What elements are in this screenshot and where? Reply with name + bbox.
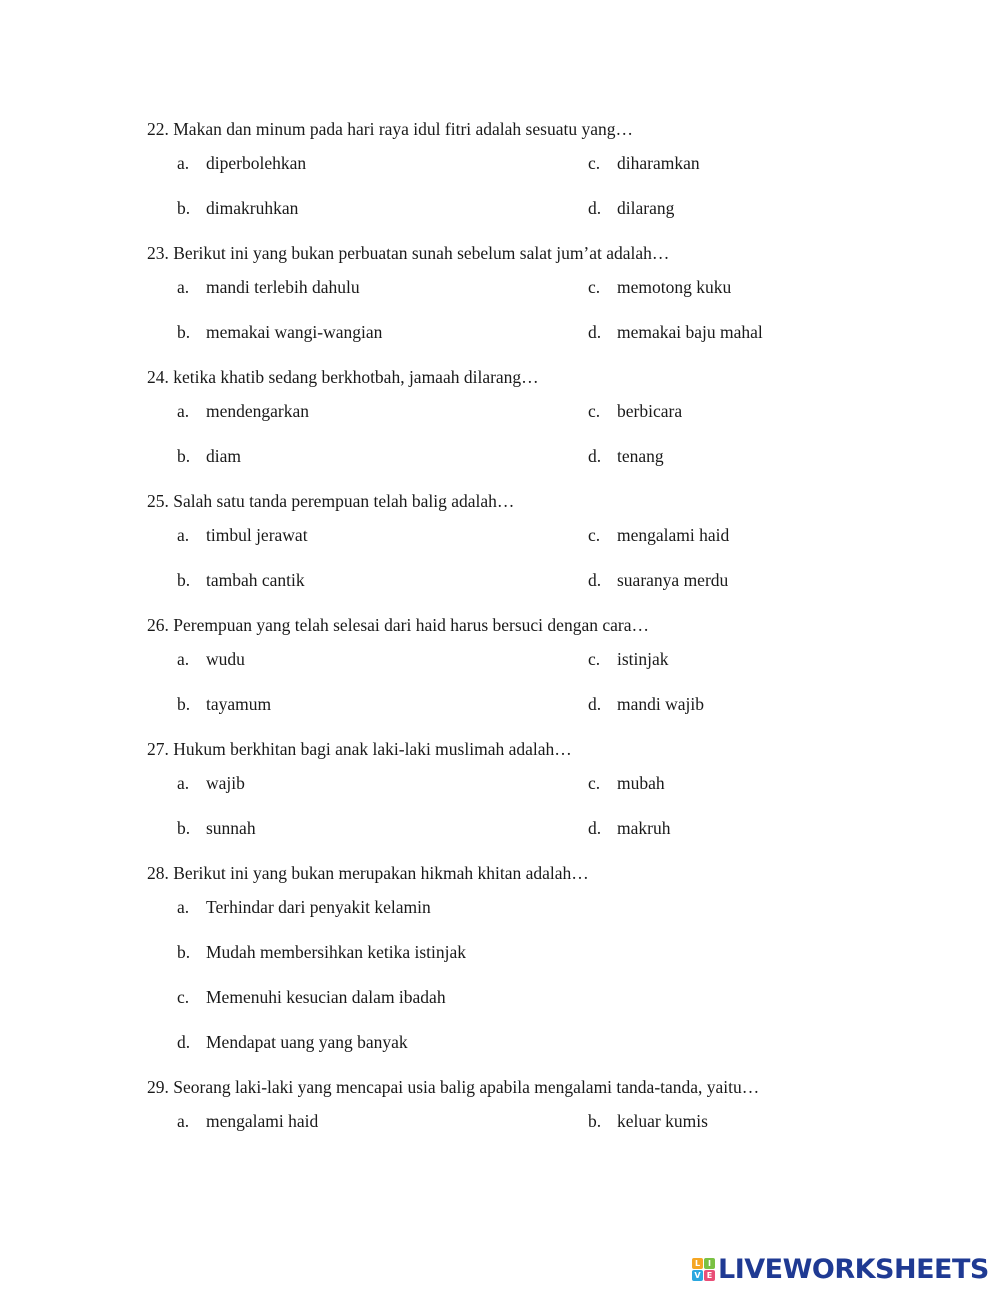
option-25a[interactable]: a. timbul jerawat — [177, 525, 308, 545]
option-26c[interactable]: c. istinjak — [588, 649, 669, 669]
option-26b[interactable]: b. tayamum — [177, 694, 272, 714]
option-25d[interactable]: d. suaranya merdu — [588, 570, 729, 590]
option-23c[interactable]: c. memotong kuku — [588, 277, 732, 297]
question-26: 26. Perempuan yang telah selesai dari haid harus bersuci dengan cara… — [147, 615, 649, 635]
option-29a[interactable]: a. mengalami haid — [177, 1111, 319, 1131]
option-22b[interactable]: b. dimakruhkan — [177, 198, 299, 218]
option-27d[interactable]: d. makruh — [588, 818, 671, 838]
question-28: 28. Berikut ini yang bukan merupakan hikmah khitan adalah… — [147, 863, 589, 883]
option-26a[interactable]: a. wudu — [177, 649, 245, 669]
question-27: 27. Hukum berkhitan bagi anak laki-laki muslimah adalah… — [147, 739, 572, 759]
option-28d[interactable]: d. Mendapat uang yang banyak — [177, 1032, 408, 1052]
option-28c[interactable]: c. Memenuhi kesucian dalam ibadah — [177, 987, 446, 1007]
logo-text: LIVEWORKSHEETS — [718, 1253, 989, 1285]
liveworksheets-logo — [692, 1252, 989, 1286]
option-23b[interactable]: b. memakai wangi-wangian — [177, 322, 383, 342]
option-22a[interactable]: a. diperbolehkan — [177, 153, 307, 173]
live-logo-icon: L I V E — [692, 1258, 715, 1281]
option-27b[interactable]: b. sunnah — [177, 818, 256, 838]
option-24b[interactable]: b. diam — [177, 446, 241, 466]
option-23d[interactable]: d. memakai baju mahal — [588, 322, 763, 342]
option-28a[interactable]: a. Terhindar dari penyakit kelamin — [177, 897, 431, 917]
option-29b[interactable]: b. keluar kumis — [588, 1111, 708, 1131]
option-28b[interactable]: b. Mudah membersihkan ketika istinjak — [177, 942, 467, 962]
option-26d[interactable]: d. mandi wajib — [588, 694, 704, 714]
option-23a[interactable]: a. mandi terlebih dahulu — [177, 277, 360, 297]
question-24: 24. ketika khatib sedang berkhotbah, jamaah dilarang… — [147, 367, 539, 387]
option-22c[interactable]: c. diharamkan — [588, 153, 700, 173]
question-22: 22. Makan dan minum pada hari raya idul fitri adalah sesuatu yang… — [147, 119, 633, 139]
question-29: 29. Seorang laki-laki yang mencapai usia balig apabila mengalami tanda-tanda, yaitu… — [147, 1077, 760, 1097]
option-24c[interactable]: c. berbicara — [588, 401, 683, 421]
option-25c[interactable]: c. mengalami haid — [588, 525, 730, 545]
option-27a[interactable]: a. wajib — [177, 773, 245, 793]
option-27c[interactable]: c. mubah — [588, 773, 665, 793]
option-22d[interactable]: d. dilarang — [588, 198, 675, 218]
option-24d[interactable]: d. tenang — [588, 446, 664, 466]
question-25: 25. Salah satu tanda perempuan telah balig adalah… — [147, 491, 515, 511]
option-25b[interactable]: b. tambah cantik — [177, 570, 305, 590]
option-24a[interactable]: a. mendengarkan — [177, 401, 310, 421]
question-23: 23. Berikut ini yang bukan perbuatan sunah sebelum salat jum’at adalah… — [147, 243, 670, 263]
